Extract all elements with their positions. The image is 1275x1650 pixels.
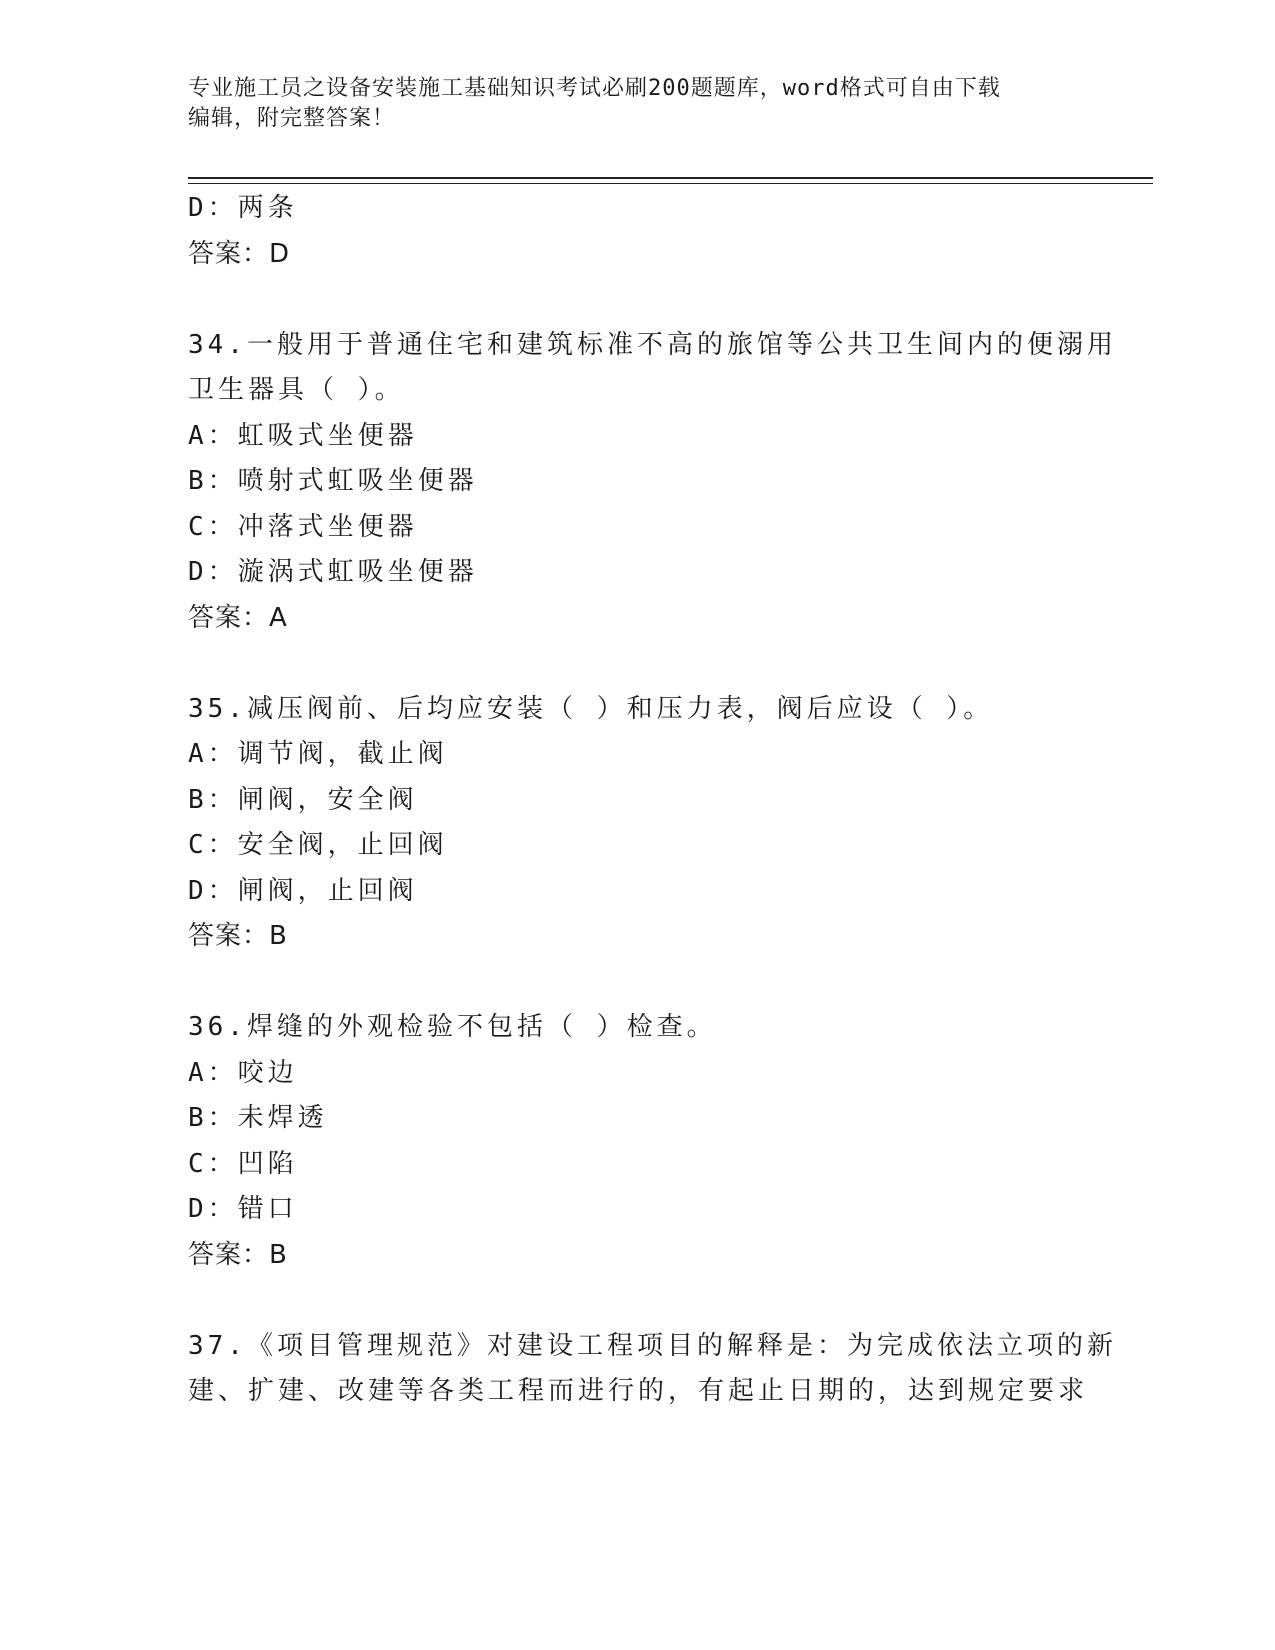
answer-line: 答案：D xyxy=(188,238,291,269)
option-d: D：漩涡式虹吸坐便器 xyxy=(188,557,478,587)
spacer xyxy=(188,277,1088,323)
option-c: C：凹陷 xyxy=(188,1148,298,1179)
option-d: D：闸阀，止回阀 xyxy=(188,875,418,906)
header-divider-thick xyxy=(188,177,1153,179)
option-a: A：咬边 xyxy=(188,1057,298,1088)
document-header xyxy=(188,74,1068,134)
option-b: B：未焊透 xyxy=(188,1103,328,1133)
spacer xyxy=(188,960,1088,1006)
answer-line: 答案：B xyxy=(188,921,288,951)
answer-line: 答案：A xyxy=(188,602,288,633)
previous-question-tail xyxy=(188,186,1088,277)
option-a: A：虹吸式坐便器 xyxy=(188,420,418,451)
question-stem: 35.减压阀前、后均应安装（ ）和压力表，阀后应设（ ）。 xyxy=(188,693,994,724)
question-stem: 37.《项目管理规范》对建设工程项目的解释是：为完成依法立项的新 xyxy=(188,1330,1117,1361)
header-divider-thin xyxy=(188,183,1153,184)
spacer xyxy=(188,641,1088,687)
option-c: C：安全阀，止回阀 xyxy=(188,830,448,860)
question-stem-continued: 建、扩建、改建等各类工程而进行的，有起止日期的，达到规定要求 xyxy=(188,1376,1089,1406)
question-stem-continued: 卫生器具（ ）。 xyxy=(188,375,405,405)
question-36 xyxy=(188,1005,1088,1278)
option-d: D：错口 xyxy=(188,1194,298,1224)
header-line-2: 编辑，附完整答案！ xyxy=(188,106,396,131)
option-b: B：喷射式虹吸坐便器 xyxy=(188,466,478,496)
option-a: A：调节阀，截止阀 xyxy=(188,739,448,769)
option-d: D：两条 xyxy=(188,193,298,223)
question-list xyxy=(188,186,1117,1415)
answer-line: 答案：B xyxy=(188,1239,288,1270)
option-c: C：冲落式坐便器 xyxy=(188,511,418,542)
question-35 xyxy=(188,687,1088,960)
question-34 xyxy=(188,323,1117,642)
header-line-1: 专业施工员之设备安装施工基础知识考试必刷200题题库，word格式可自由下载 xyxy=(188,76,1001,101)
spacer xyxy=(188,1278,1088,1324)
question-37 xyxy=(188,1324,1117,1415)
option-b: B：闸阀，安全阀 xyxy=(188,784,418,815)
question-stem: 34.一般用于普通住宅和建筑标准不高的旅馆等公共卫生间内的便溺用 xyxy=(188,329,1117,360)
question-stem: 36.焊缝的外观检验不包括（ ）检查。 xyxy=(188,1012,717,1042)
